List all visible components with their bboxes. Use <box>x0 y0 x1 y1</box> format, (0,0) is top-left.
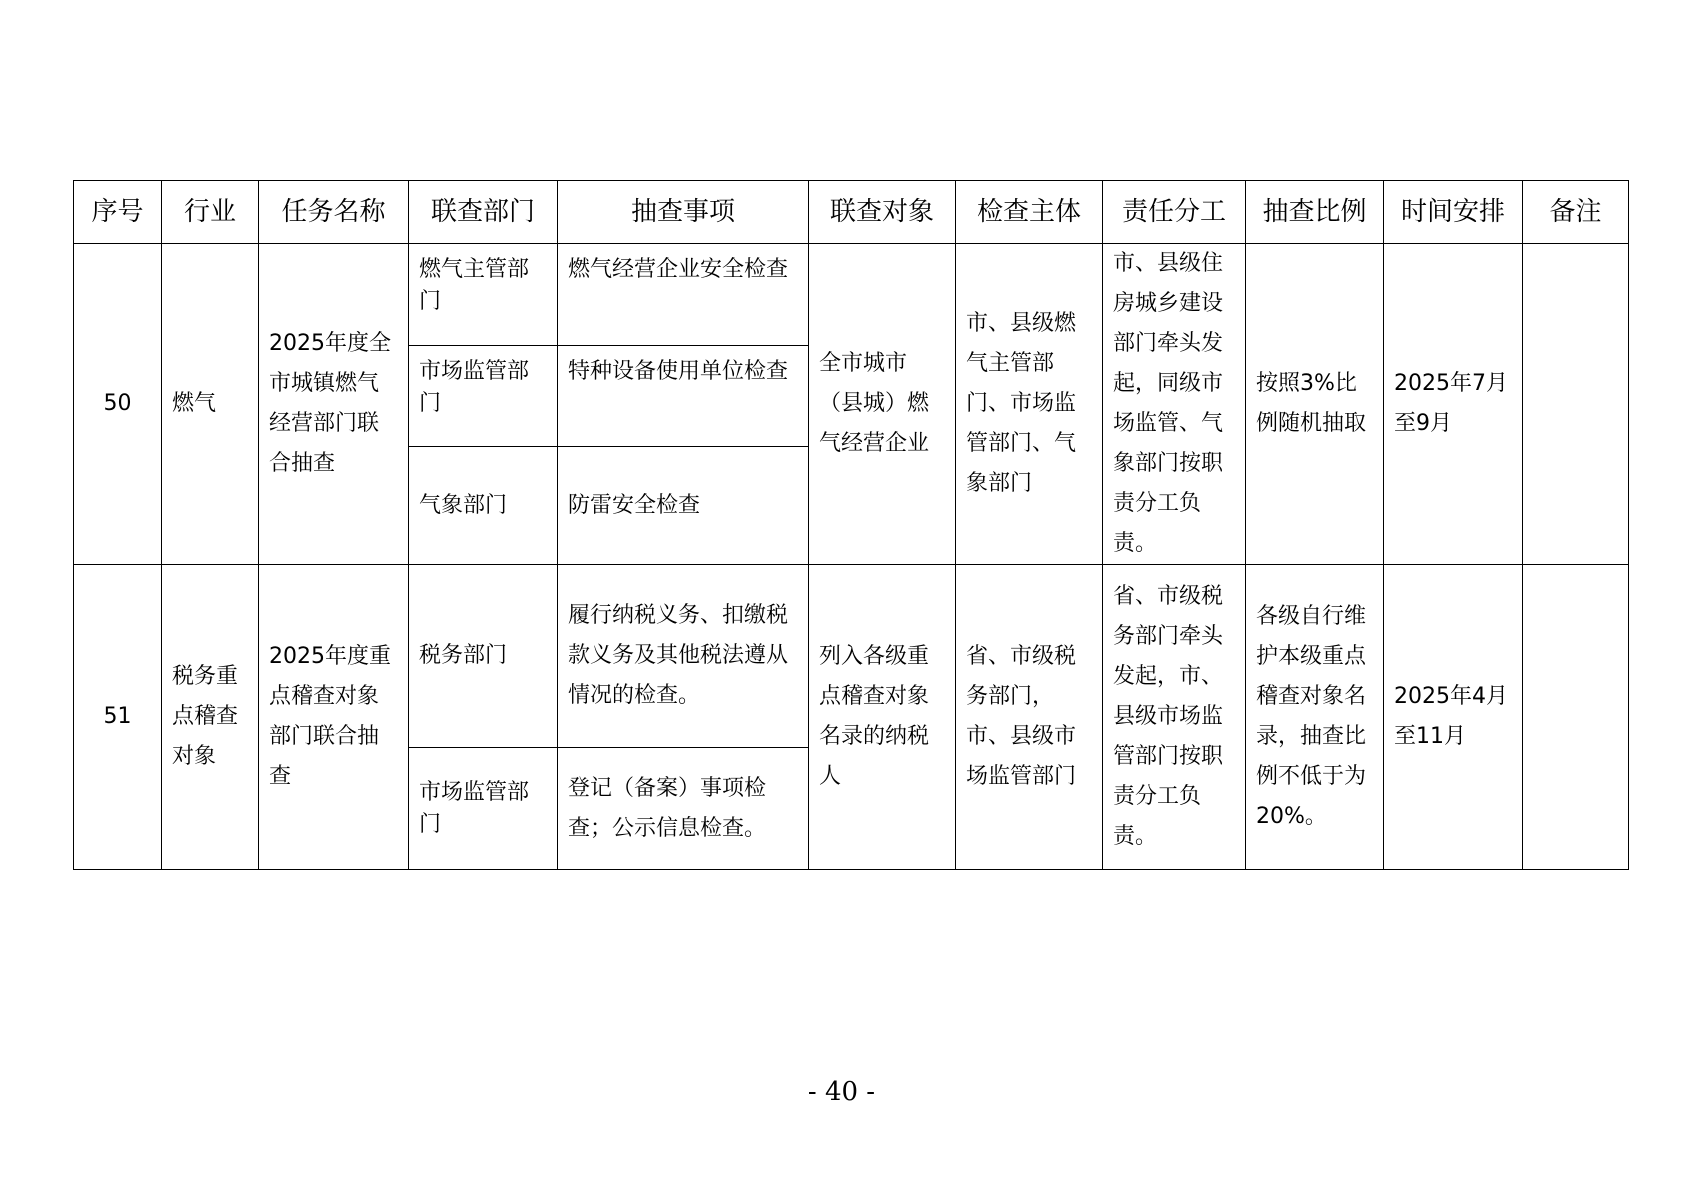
item-cell: 防雷安全检查 <box>558 447 809 565</box>
target-cell: 全市城市（县城）燃气经营企业 <box>809 244 956 565</box>
industry-cell: 税务重点稽查对象 <box>162 565 259 870</box>
ratio-cell: 各级自行维护本级重点稽查对象名录，抽查比例不低于为20%。 <box>1246 565 1384 870</box>
row-number: 50 <box>74 244 162 565</box>
time-cell: 2025年4月至11月 <box>1384 565 1523 870</box>
header-cell: 序号 <box>74 181 162 244</box>
ratio-cell: 按照3%比例随机抽取 <box>1246 244 1384 565</box>
header-cell: 时间安排 <box>1384 181 1523 244</box>
duty-cell: 市、县级住房城乡建设部门牵头发起，同级市场监管、气象部门按职责分工负责。 <box>1103 244 1246 565</box>
item-cell: 特种设备使用单位检查 <box>558 345 809 447</box>
dept-cell: 税务部门 <box>409 565 558 748</box>
header-cell: 责任分工 <box>1103 181 1246 244</box>
header-row <box>74 181 1629 244</box>
table-row <box>74 244 1629 346</box>
task-name-cell: 2025年度全市城镇燃气经营部门联合抽查 <box>259 244 409 565</box>
header-cell: 任务名称 <box>259 181 409 244</box>
task-name-cell: 2025年度重点稽查对象部门联合抽查 <box>259 565 409 870</box>
dept-cell: 市场监管部门 <box>409 748 558 870</box>
dept-cell: 市场监管部门 <box>409 345 558 447</box>
subject-cell: 市、县级燃气主管部门、市场监管部门、气象部门 <box>956 244 1103 565</box>
header-cell: 备注 <box>1523 181 1629 244</box>
header-cell: 抽查事项 <box>558 181 809 244</box>
item-cell: 履行纳税义务、扣缴税款义务及其他税法遵从情况的检查。 <box>558 565 809 748</box>
note-cell <box>1523 565 1629 870</box>
inspection-table <box>73 180 1629 870</box>
header-cell: 联查对象 <box>809 181 956 244</box>
header-cell: 联查部门 <box>409 181 558 244</box>
row-number: 51 <box>74 565 162 870</box>
note-cell <box>1523 244 1629 565</box>
subject-cell: 省、市级税务部门，市、县级市场监管部门 <box>956 565 1103 870</box>
target-cell: 列入各级重点稽查对象名录的纳税人 <box>809 565 956 870</box>
industry-cell: 燃气 <box>162 244 259 565</box>
time-cell: 2025年7月至9月 <box>1384 244 1523 565</box>
dept-cell: 燃气主管部门 <box>409 244 558 346</box>
duty-cell: 省、市级税务部门牵头发起，市、县级市场监管部门按职责分工负责。 <box>1103 565 1246 870</box>
table-row <box>74 565 1629 748</box>
header-cell: 抽查比例 <box>1246 181 1384 244</box>
dept-cell: 气象部门 <box>409 447 558 565</box>
item-cell: 燃气经营企业安全检查 <box>558 244 809 346</box>
header-cell: 行业 <box>162 181 259 244</box>
page-number: - 40 - <box>807 1077 876 1107</box>
header-cell: 检查主体 <box>956 181 1103 244</box>
item-cell: 登记（备案）事项检查；公示信息检查。 <box>558 748 809 870</box>
